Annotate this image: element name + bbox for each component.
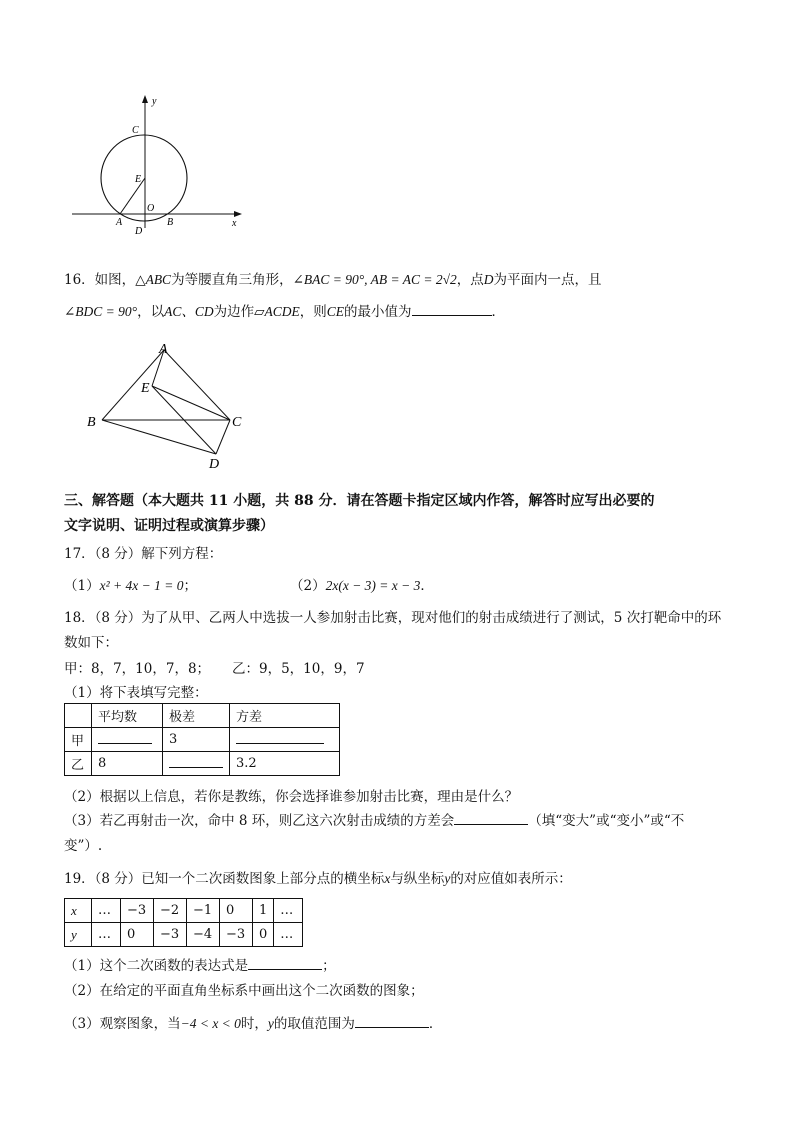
table-header-cell [65, 704, 92, 728]
q18-part1: （1）将下表填写完整： [64, 685, 208, 701]
q19-expression-blank[interactable] [248, 957, 322, 970]
q18-scores-yi: 乙：9，5，10，9，7 [232, 661, 365, 677]
q18-part3: （3）若乙再射击一次，命中 8 环，则乙这六次射击成绩的方差会 （填“变大”或“变小”或“不 [64, 813, 685, 829]
y-value: 0 [253, 923, 274, 947]
q19-value-table [64, 898, 303, 947]
table-header-cell: 极差 [163, 704, 230, 728]
x-value: −3 [121, 899, 154, 923]
label-point-c: C [132, 125, 139, 136]
q18-line1: 18．（8 分）为了从甲、乙两人中选拔一人参加射击比赛，现对他们的射击成绩进行了测试，5 次打靶命中的环 [64, 610, 722, 626]
mean-blank-jia[interactable] [98, 731, 152, 744]
y-value: 0 [121, 923, 154, 947]
q16-line1: 16．如图，△ABC为等腰直角三角形，∠BAC = 90°, AB = AC = 2√2，点D为平面内一点，且 [64, 272, 602, 288]
label-point-o: O [147, 203, 155, 214]
q18-part3-cont: 变”）. [64, 838, 103, 854]
q19-part1: （1）这个二次函数的表达式是 ； [64, 958, 336, 974]
y-value: −4 [187, 923, 220, 947]
q18-line2: 数如下： [64, 635, 118, 651]
q19-part3: （3）观察图象，当−4 < x < 0时，y的取值范围为 ． [64, 1016, 443, 1032]
section-heading-line2: 文字说明、证明过程或演算步骤） [64, 518, 274, 534]
label-point-a: A [159, 342, 168, 357]
y-label: y [65, 923, 92, 947]
row-name: 乙 [65, 752, 92, 776]
label-point-d: D [135, 226, 143, 237]
table-row [65, 923, 303, 947]
mean-cell: 8 [92, 752, 163, 776]
y-value: −3 [154, 923, 187, 947]
range-blank-yi[interactable] [169, 755, 223, 768]
q19-line1: 19．（8 分）已知一个二次函数图象上部分点的横坐标x与纵坐标y的对应值如表所示： [64, 871, 572, 887]
q18-part2: （2）根据以上信息，若你是教练，你会选择谁参加射击比赛，理由是什么？ [64, 789, 519, 805]
label-y-axis: y [152, 96, 157, 107]
x-value: 0 [220, 899, 253, 923]
variance-cell[interactable] [230, 728, 340, 752]
x-value: −2 [154, 899, 187, 923]
label-point-a: A [116, 217, 123, 228]
range-cell: 3 [163, 728, 230, 752]
x-value: 1 [253, 899, 274, 923]
q18-scores-jia: 甲：8，7，10，7，8； [64, 661, 211, 677]
range-cell[interactable] [163, 752, 230, 776]
q17-part1: （1）x² + 4x − 1 = 0； [64, 578, 197, 594]
table-header-cell: 方差 [230, 704, 340, 728]
x-value: −1 [187, 899, 220, 923]
x-value: … [274, 899, 303, 923]
table-header-row [65, 704, 340, 728]
q19-range-blank[interactable] [355, 1015, 429, 1028]
label-point-e: E [135, 174, 142, 185]
label-point-e: E [141, 381, 150, 396]
table-row [65, 752, 340, 776]
variance-blank-jia[interactable] [236, 731, 324, 744]
q18-score-table [64, 703, 340, 776]
label-point-b: B [87, 415, 96, 430]
x-value: … [92, 899, 121, 923]
q16-line2: ∠BDC = 90°，以AC、CD为边作▱ACDE，则CE的最小值为 ． [64, 304, 505, 320]
figure-triangle-parallelogram [80, 336, 260, 476]
label-point-d: D [209, 457, 220, 472]
q19-part2: （2）在给定的平面直角坐标系中画出这个二次函数的图象； [64, 983, 424, 999]
table-header-cell: 平均数 [92, 704, 163, 728]
table-row [65, 728, 340, 752]
q17-part2: （2）2x(x − 3) = x − 3． [290, 578, 434, 594]
q16-answer-blank[interactable] [412, 303, 492, 316]
q18-variance-change-blank[interactable] [454, 812, 528, 825]
section-heading-line1: 三、解答题（本大题共 11 小题，共 88 分．请在答题卡指定区域内作答，解答时应写出必要的 [64, 493, 655, 509]
label-x-axis: x [232, 218, 237, 229]
y-value: … [92, 923, 121, 947]
table-row [65, 899, 303, 923]
row-name: 甲 [65, 728, 92, 752]
q17-title: 17．（8 分）解下列方程： [64, 546, 223, 562]
mean-cell[interactable] [92, 728, 163, 752]
label-point-b: B [167, 217, 174, 228]
x-label: x [65, 899, 92, 923]
variance-cell: 3.2 [230, 752, 340, 776]
y-value: … [274, 923, 303, 947]
label-point-c: C [232, 415, 242, 430]
figure-circle-axes [66, 90, 256, 240]
y-value: −3 [220, 923, 253, 947]
